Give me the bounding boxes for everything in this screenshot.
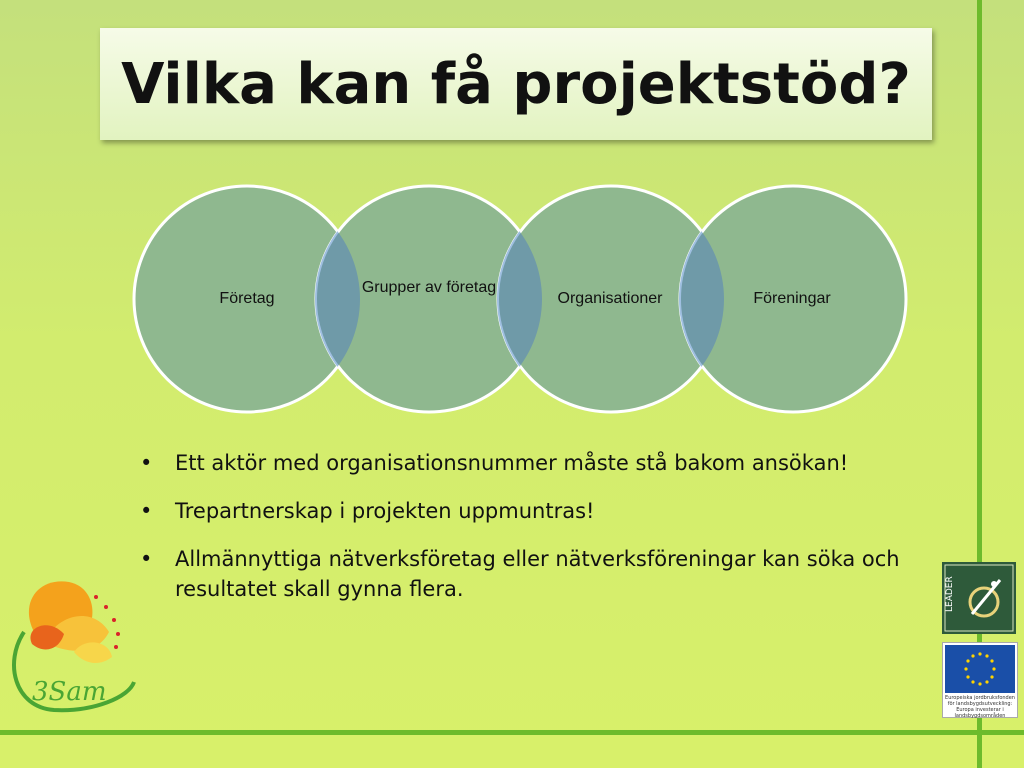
- label-foreningar: Föreningar: [753, 290, 831, 307]
- eu-logo: [942, 642, 1018, 718]
- 3sam-logo: [4, 572, 140, 722]
- 3sam-logo-text: 3Sam: [32, 677, 107, 707]
- leader-logo: [942, 562, 1016, 634]
- bullet-item: • Ett aktör med organisationsnummer måste stå bakom ansökan!: [140, 451, 849, 475]
- leader-logo-text: LEADER: [945, 576, 955, 612]
- slide-title: Vilka kan få projektstöd?: [121, 51, 911, 117]
- eu-flag-icon: [945, 645, 1015, 693]
- eu-logo-text: Europeiska jordbruksfonden för landsbygdsutveckling: Europa investerar i landsbygdsområden: [945, 695, 1015, 719]
- bullet-item: • Allmännyttiga nätverksföretag eller nätverksföreningar kan söka och resultatet skall gynna flera.: [140, 547, 900, 601]
- label-grupper: Grupper av företag: [361, 279, 497, 296]
- bullet-item: • Trepartnerskap i projekten uppmuntras!: [140, 499, 595, 523]
- bullet-list: [140, 448, 930, 622]
- label-foretag: Företag: [219, 290, 275, 307]
- label-organisationer: Organisationer: [557, 290, 663, 307]
